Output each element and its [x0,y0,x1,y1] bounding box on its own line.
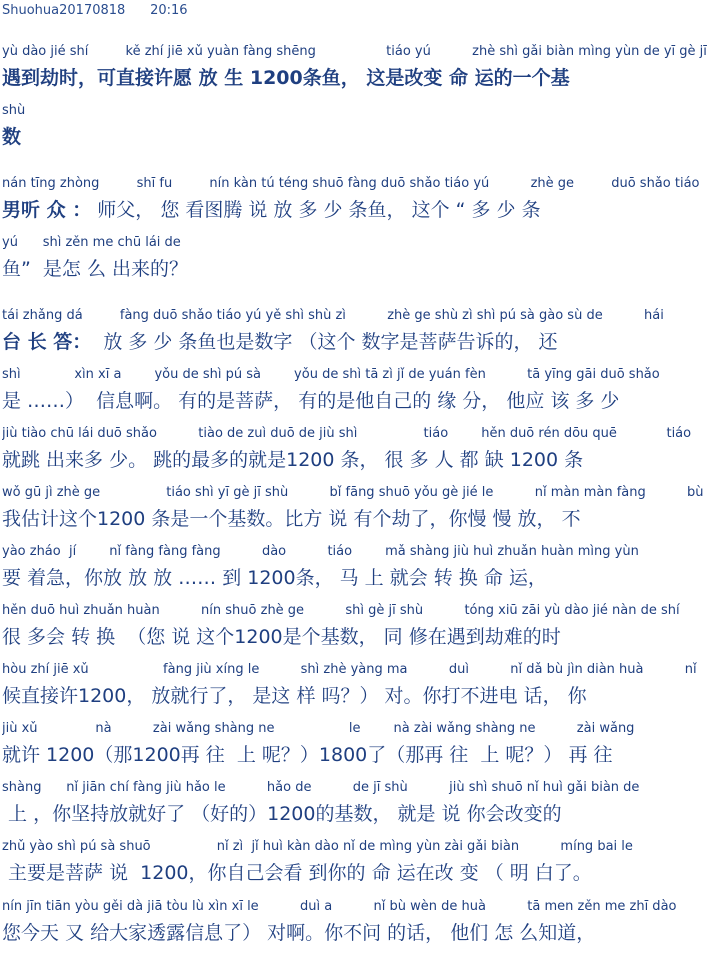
pinyin-line: shì xìn xī a yǒu de shì pú sà yǒu de shì tā zì jǐ de yuán fèn tā yīng gāi duō shǎo [2,367,660,382]
hanzi-line [2,622,716,649]
pinyin-line: shù [2,103,26,118]
hanzi-text: 就许 1200（那1200再 往 上 呢？）1800了（那再 往 上 呢？） 再 往 [2,744,613,766]
pinyin-line: hěn duō huì zhuǎn huàn nín shuō zhè ge shì gè jī shù tóng xiū zāi yù dào jié nàn de shí [2,603,680,618]
hanzi-text: 上 ，你坚持放就好了 （好的）1200的基数， 就是 说 你会改变的 [2,803,562,825]
hanzi-line [2,681,716,708]
pinyin-line: yú shì zěn me chū lái de [2,235,181,250]
hanzi-text: 数 [2,126,22,148]
pinyin-line: nín jīn tiān yòu gěi dà jiā tòu lù xìn xī le duì a nǐ bù wèn de huà tā men zěn me zhī dào [2,899,677,914]
hanzi-line [2,563,716,590]
hanzi-line [2,799,716,826]
pinyin-line: shàng nǐ jiān chí fàng jiù hǎo le hǎo de de jī shù jiù shì shuō nǐ huì gǎi biàn de [2,780,640,795]
hanzi-text: 放 多 少 条鱼也是数字 （这个 数字是菩萨告诉的， 还 [91,331,558,353]
hanzi-line [2,254,716,281]
hanzi-line [2,858,716,885]
pinyin-line: tái zhǎng dá fàng duō shǎo tiáo yú yě shì shù zì zhè ge shù zì shì pú sà gào sù de hái [2,308,664,323]
hanzi-line [2,327,716,354]
hanzi-line [2,918,716,945]
document-header: Shuohua20170818 20:16 [2,3,188,18]
hanzi-line [2,504,716,531]
hanzi-text: 主要是菩萨 说 1200，你自己会看 到你的 命 运在改 变 （ 明 白了。 [2,862,592,884]
hanzi-text: 就跳 出来多 少。 跳的最多的就是1200 条， 很 多 人 都 缺 1200 条 [2,449,584,471]
hanzi-text: 很 多会 转 换 （您 说 这个1200是个基数， 同 修在遇到劫难的时 [2,626,561,648]
hanzi-line [2,445,716,472]
pinyin-line: jiù xǔ nà zài wǎng shàng ne le nà zài wǎng shàng ne zài wǎng [2,721,635,736]
pinyin-line: yù dào jié shí kě zhí jiē xǔ yuàn fàng shēng tiáo yú zhè shì gǎi biàn mìng yùn de yī gè jī [2,44,707,59]
hanzi-text: 鱼” 是怎 么 出来的？ [2,258,189,280]
hanzi-text: 是 ……） 信息啊。 有的是菩萨， 有的是他自己的 缘 分， 他应 该 多 少 [2,390,620,412]
speaker-label: 台 长 答： [2,331,92,353]
hanzi-text: 候直接许1200， 放就行了， 是这 样 吗？） 对。你打不进电 话， 你 [2,685,587,707]
hanzi-line [2,195,716,222]
hanzi-text: 遇到劫时，可直接许愿 放 生 1200条鱼， 这是改变 命 运的一个基 [2,67,570,89]
pinyin-line: nán tīng zhòng shī fu nín kàn tú téng shuō fàng duō shǎo tiáo yú zhè ge duō shǎo tiáo [2,176,700,191]
hanzi-text: 我估计这个1200 条是一个基数。比方 说 有个劫了，你慢 慢 放， 不 [2,508,581,530]
hanzi-text: 您今天 又 给大家透露信息了） 对啊。你不问 的话， 他们 怎 么知道， [2,922,596,944]
pinyin-line: hòu zhí jiē xǔ fàng jiù xíng le shì zhè yàng ma duì nǐ dǎ bù jìn diàn huà nǐ [2,662,697,677]
hanzi-line [2,386,716,413]
pinyin-line: zhǔ yào shì pú sà shuō nǐ zì jǐ huì kàn dào nǐ de mìng yùn zài gǎi biàn míng bai le [2,839,633,854]
hanzi-text: 师父， 您 看图腾 说 放 多 少 条鱼， 这个 “ 多 少 条 [91,199,541,221]
pinyin-line: jiù tiào chū lái duō shǎo tiào de zuì duō de jiù shì tiáo hěn duō rén dōu quē tiáo [2,426,692,441]
hanzi-line [2,740,716,767]
speaker-label: 男听 众 ： [2,199,92,221]
pinyin-line: wǒ gū jì zhè ge tiáo shì yī gè jī shù bǐ fāng shuō yǒu gè jié le nǐ màn màn fàng bù [2,485,704,500]
hanzi-text: 要 着急，你放 放 放 …… 到 1200条， 马 上 就会 转 换 命 运， [2,567,547,589]
pinyin-line: yào zháo jí nǐ fàng fàng fàng dào tiáo mǎ shàng jiù huì zhuǎn huàn mìng yùn [2,544,639,559]
hanzi-line [2,63,716,90]
hanzi-line [2,122,716,149]
